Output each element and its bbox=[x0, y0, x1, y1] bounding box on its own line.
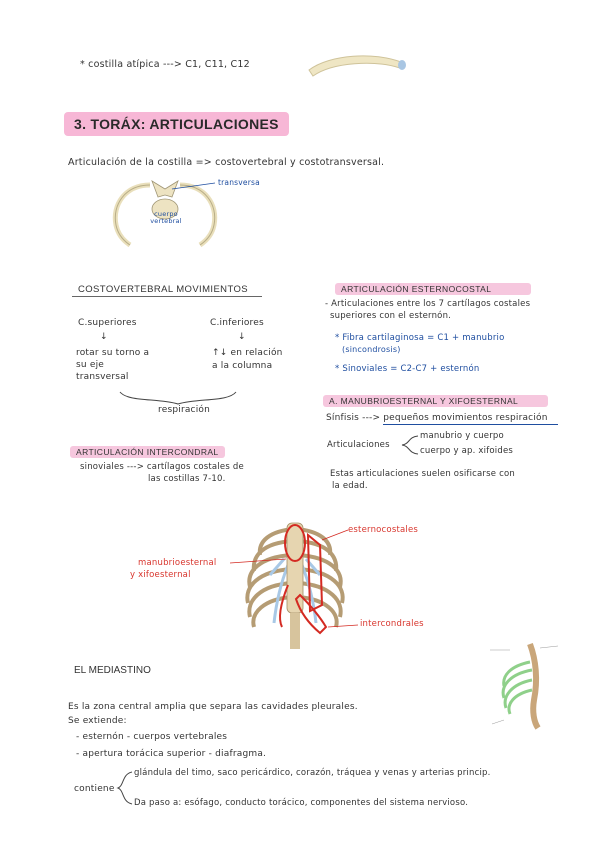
sup-desc-2: su eje bbox=[76, 360, 105, 370]
esternocostal-bullet-1: * Fibra cartilaginosa = C1 + manubrio bbox=[335, 333, 505, 343]
inf-desc-1: ↑↓ en relación bbox=[212, 348, 283, 358]
mediastino-line-1: Es la zona central amplia que separa las cavidades pleurales. bbox=[68, 702, 358, 712]
esternocostal-bullet-1b: (sincondrosis) bbox=[342, 345, 401, 354]
manubrio-note-1: Estas articulaciones suelen osificarse con bbox=[330, 469, 515, 479]
inf-desc-2: a la columna bbox=[212, 361, 273, 371]
mediastino-branch-2: Da paso a: esófago, conducto torácico, componentes del sistema nervioso. bbox=[134, 798, 469, 808]
mediastino-line-2: Se extiende: bbox=[68, 716, 127, 726]
label-manubrioesternal: manubrioesternal bbox=[138, 558, 217, 568]
mediastino-line-4: - apertura torácica superior - diafragma. bbox=[76, 749, 267, 759]
manubrio-heading: A. MANUBRIOESTERNAL Y XIFOESTERNAL bbox=[323, 395, 548, 407]
manubrio-branch-1: manubrio y cuerpo bbox=[420, 431, 504, 441]
label-xifoesternal: y xifoesternal bbox=[130, 570, 191, 580]
brace-label: respiración bbox=[158, 405, 211, 415]
manubrio-branch-2: cuerpo y ap. xifoides bbox=[420, 446, 514, 456]
sup-label: C.superiores bbox=[78, 318, 137, 328]
label-vertebra: cuerpo vertebral bbox=[150, 210, 182, 225]
articulaciones-label: Articulaciones bbox=[327, 440, 390, 450]
heading-underline bbox=[72, 296, 262, 297]
sinfisis-underline bbox=[383, 424, 558, 425]
intercondral-heading: ARTICULACIÓN INTERCONDRAL bbox=[70, 446, 225, 458]
inf-label: C.inferiores bbox=[210, 318, 264, 328]
label-intercondrales: intercondrales bbox=[360, 619, 424, 629]
arrow-down-icon: ↓ bbox=[100, 332, 108, 342]
sinfisis-text: Sínfisis ---> pequeños movimientos respiración bbox=[326, 413, 548, 423]
section-title: 3. TORÁX: ARTICULACIONES bbox=[64, 112, 289, 136]
esternocostal-heading: ARTICULACIÓN ESTERNOCOSTAL bbox=[335, 283, 531, 295]
mediastino-branch-1: glándula del timo, saco pericárdico, corazón, tráquea y venas y arterias princip. bbox=[134, 768, 491, 778]
intro-text: Articulación de la costilla => costovertebral y costotransversal. bbox=[68, 157, 385, 168]
esternocostal-text-1: - Articulaciones entre los 7 cartílagos costales bbox=[325, 299, 531, 309]
sup-desc-3: transversal bbox=[76, 372, 129, 382]
manubrio-note-2: la edad. bbox=[332, 481, 368, 491]
branch-brace-icon bbox=[400, 434, 420, 456]
spine-lateral-illustration bbox=[490, 640, 560, 730]
mediastino-heading: EL MEDIASTINO bbox=[74, 665, 151, 676]
esternocostal-text-2: superiores con el esternón. bbox=[330, 311, 452, 321]
esternocostal-bullet-2: * Sinoviales = C2-C7 + esternón bbox=[335, 364, 480, 374]
contiene-brace-icon bbox=[116, 770, 134, 806]
mediastino-line-3: - esternón - cuerpos vertebrales bbox=[76, 732, 228, 742]
intercondral-text-2: las costillas 7-10. bbox=[148, 474, 226, 484]
ribcage-illustration bbox=[230, 515, 360, 650]
label-esternocostales: esternocostales bbox=[348, 525, 419, 535]
top-note: * costilla atípica ---> C1, C11, C12 bbox=[80, 59, 250, 70]
atypical-rib-image bbox=[305, 48, 405, 78]
arrow-down-icon: ↓ bbox=[238, 332, 246, 342]
costovertebral-heading: COSTOVERTEBRAL MOVIMIENTOS bbox=[78, 284, 248, 295]
intercondral-text-1: sinoviales ---> cartílagos costales de bbox=[80, 462, 244, 472]
label-transversa: transversa bbox=[218, 178, 260, 187]
contiene-label: contiene bbox=[74, 784, 115, 794]
sup-desc-1: rotar su torno a bbox=[76, 348, 150, 358]
